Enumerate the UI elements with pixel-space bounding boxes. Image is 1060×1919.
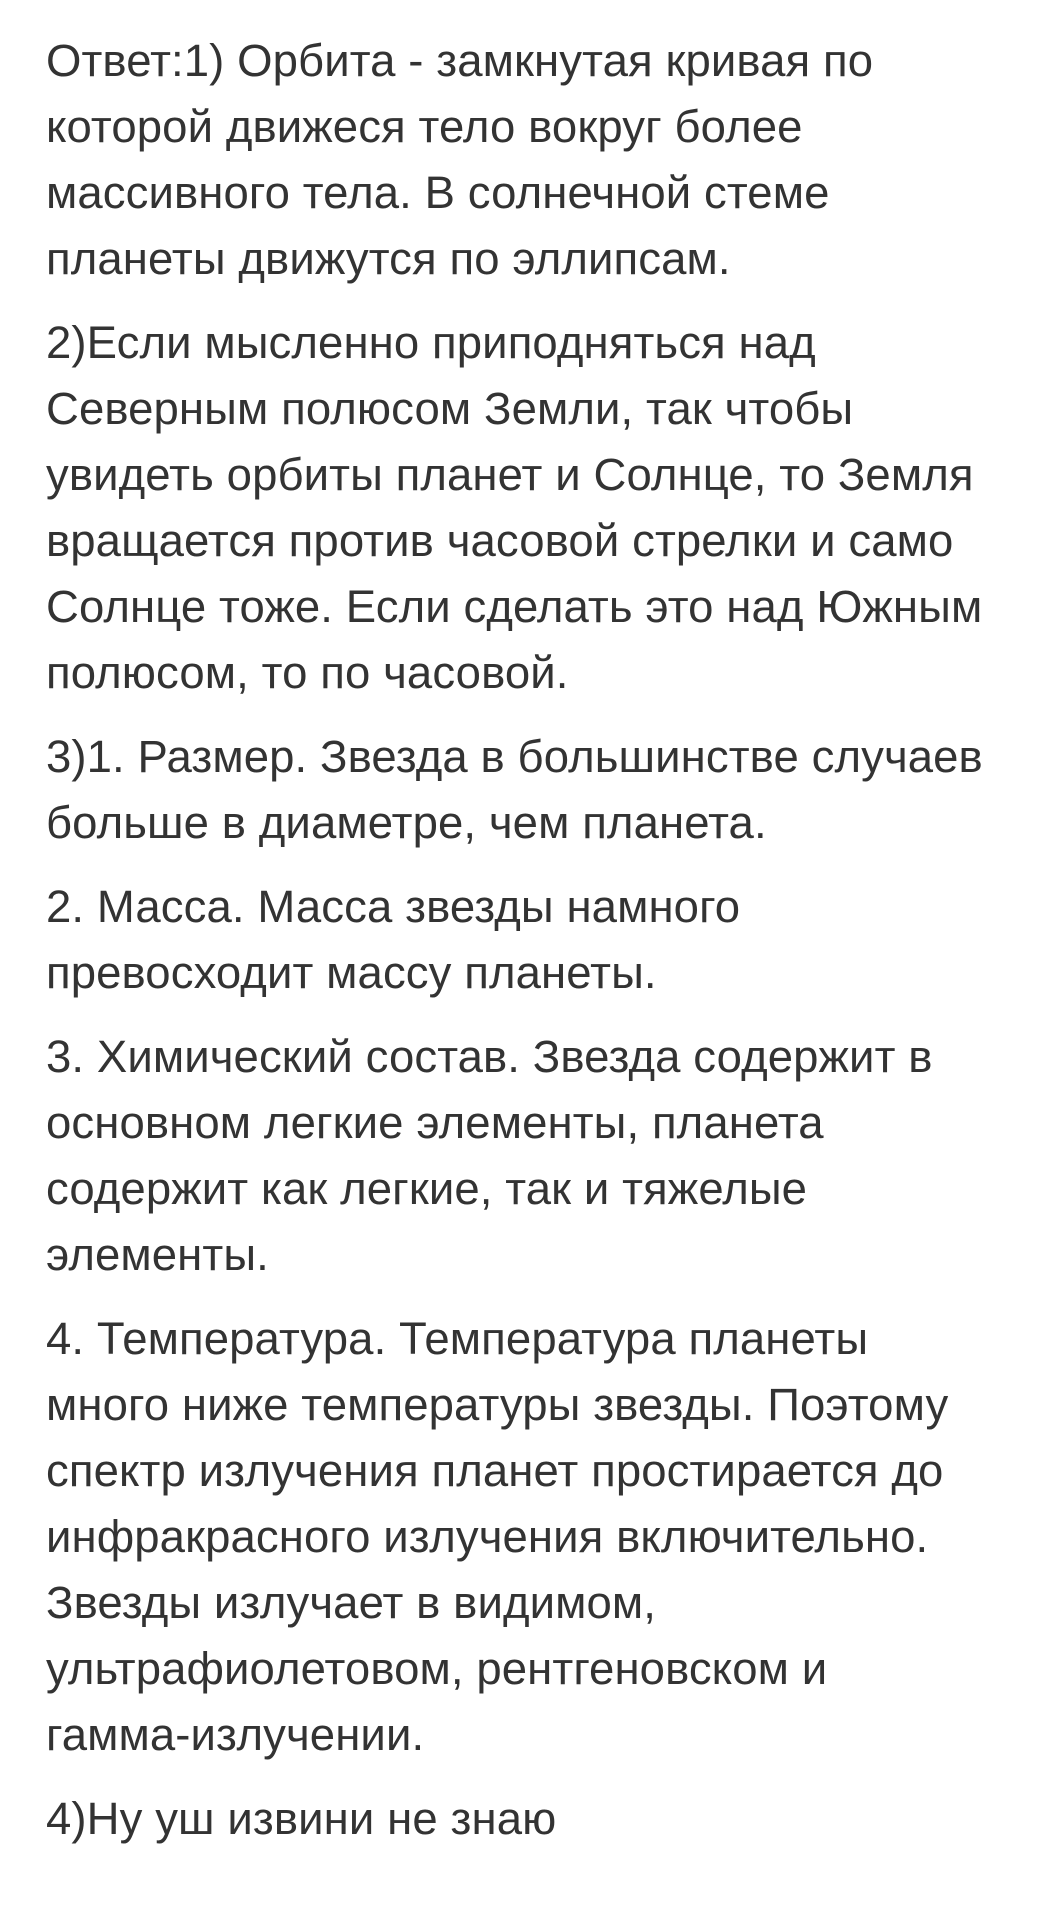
- text-line: инфракрасного излучения включительно.: [46, 1511, 929, 1562]
- text-line: 2)Если мысленно приподняться над: [46, 317, 816, 368]
- text-line: Ответ:1) Орбита - замкнутая кривая по: [46, 35, 874, 86]
- answer-paragraph-rotation: [46, 310, 1046, 706]
- answer-paragraph-mass: [46, 874, 1046, 1006]
- text-line: ультрафиолетовом, рентгеновском и: [46, 1643, 828, 1694]
- text-line: Солнце тоже. Если сделать это над Южным: [46, 581, 983, 632]
- text-line: 4. Температура. Температура планеты: [46, 1313, 869, 1364]
- text-line: элементы.: [46, 1229, 269, 1280]
- text-line: Северным полюсом Земли, так чтобы: [46, 383, 854, 434]
- text-line: больше в диаметре, чем планета.: [46, 797, 767, 848]
- text-line: 3. Химический состав. Звезда содержит в: [46, 1031, 933, 1082]
- text-line: много ниже температуры звезды. Поэтому: [46, 1379, 949, 1430]
- text-line: спектр излучения планет простирается до: [46, 1445, 944, 1496]
- text-line: увидеть орбиты планет и Солнце, то Земля: [46, 449, 974, 500]
- answer-paragraph-unknown: [46, 1786, 1046, 1852]
- text-line: 3)1. Размер. Звезда в большинстве случаев: [46, 731, 983, 782]
- answer-paragraph-size: [46, 724, 1046, 856]
- text-line: превосходит массу планеты.: [46, 947, 657, 998]
- text-line: планеты движутся по эллипсам.: [46, 233, 731, 284]
- text-line: основном легкие элементы, планета: [46, 1097, 824, 1148]
- text-line: содержит как легкие, так и тяжелые: [46, 1163, 808, 1214]
- text-line: полюсом, то по часовой.: [46, 647, 569, 698]
- text-line: 4)Ну уш извини не знаю: [46, 1793, 557, 1844]
- text-line: массивного тела. В солнечной стеме: [46, 167, 830, 218]
- answer-text: [46, 28, 1046, 1870]
- answer-paragraph-orbit: [46, 28, 1046, 292]
- text-line: которой движеся тело вокруг более: [46, 101, 803, 152]
- answer-paragraph-composition: [46, 1024, 1046, 1288]
- text-line: вращается против часовой стрелки и само: [46, 515, 954, 566]
- answer-paragraph-temperature: [46, 1306, 1046, 1768]
- text-line: Звезды излучает в видимом,: [46, 1577, 657, 1628]
- text-line: 2. Масса. Масса звезды намного: [46, 881, 741, 932]
- text-line: гамма-излучении.: [46, 1709, 425, 1760]
